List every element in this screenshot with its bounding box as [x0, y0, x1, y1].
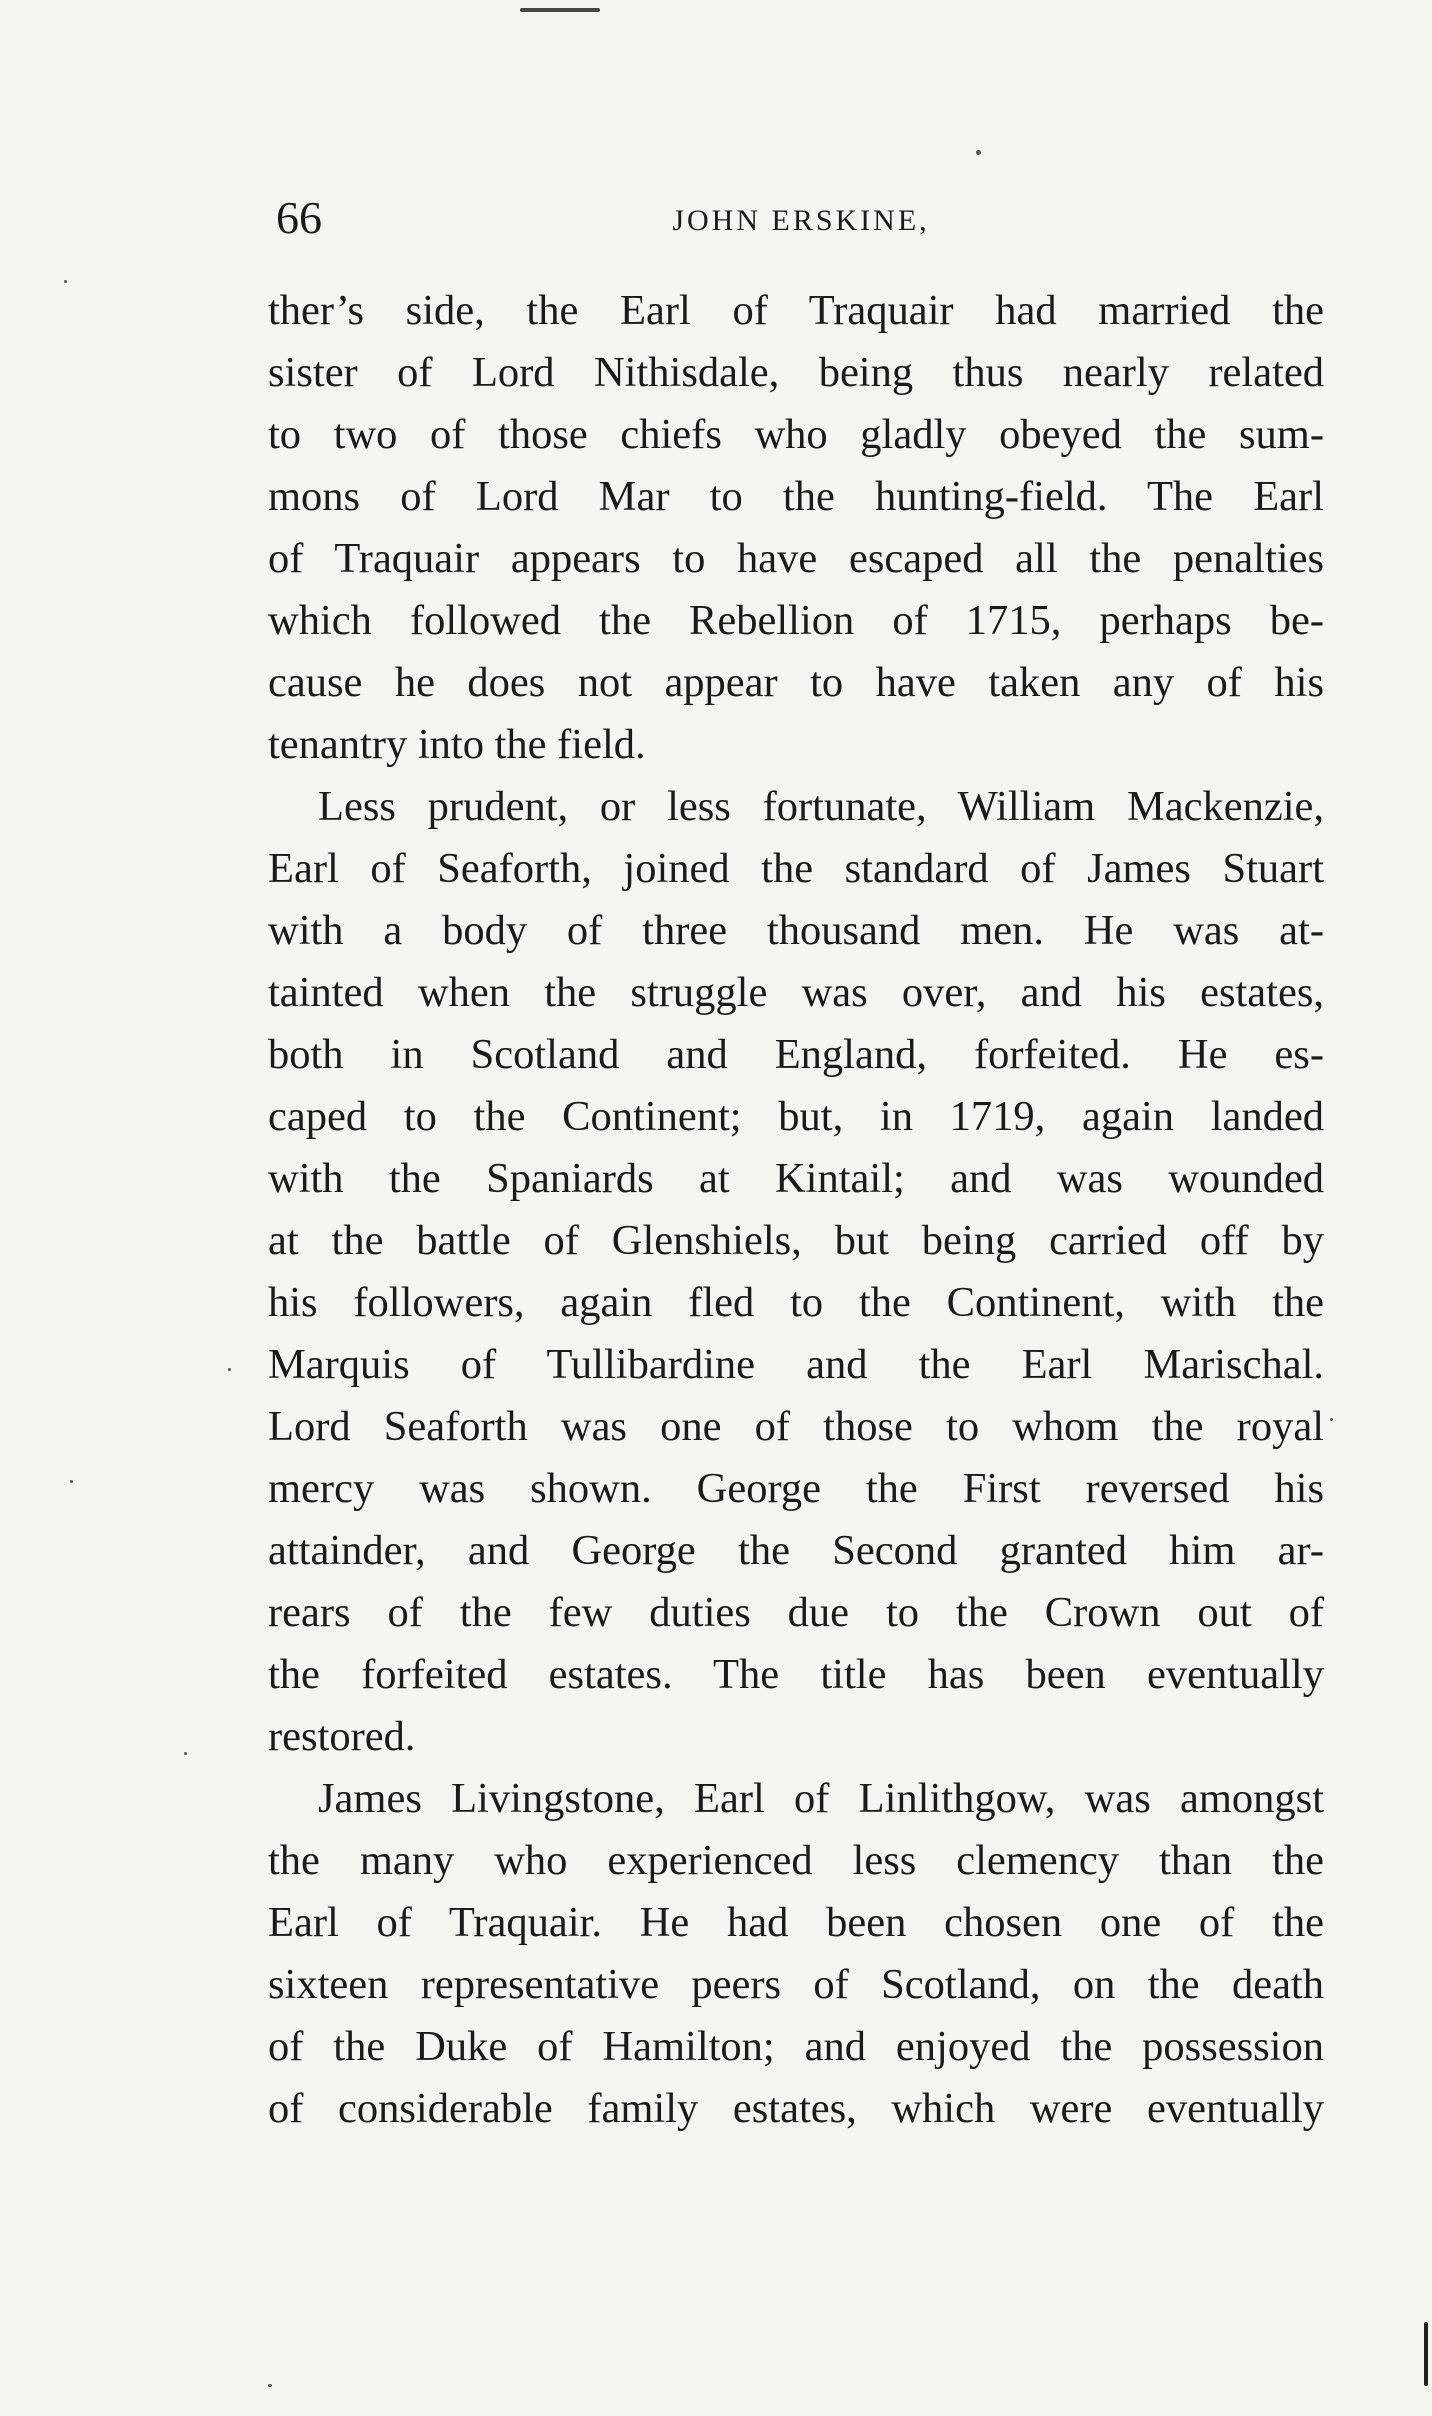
- text-line: of considerable family estates, which were eventually: [268, 2085, 1324, 2132]
- text-line: which followed the Rebellion of 1715, perhaps be-: [268, 597, 1324, 644]
- paper-speck: [1330, 1418, 1333, 1421]
- text-line: Earl of Seaforth, joined the standard of James Stuart: [268, 845, 1324, 892]
- text-line: rears of the few duties due to the Crown out of: [268, 1589, 1324, 1636]
- text-line: Earl of Traquair. He had been chosen one of the: [268, 1899, 1324, 1946]
- body-text: [268, 280, 1324, 2140]
- text-line: Less prudent, or less fortunate, William Mackenzie,: [318, 783, 1324, 830]
- text-line: sixteen representative peers of Scotland, on the death: [268, 1961, 1324, 2008]
- text-line: caped to the Continent; but, in 1719, again landed: [268, 1093, 1324, 1140]
- page-header: [276, 188, 1326, 248]
- paper-speck: [184, 1752, 187, 1755]
- text-line: attainder, and George the Second granted him ar-: [268, 1527, 1324, 1574]
- running-head: JOHN ERSKINE,: [672, 204, 930, 237]
- text-line: with the Spaniards at Kintail; and was wounded: [268, 1155, 1324, 1202]
- text-line: mons of Lord Mar to the hunting-field. The Earl: [268, 473, 1324, 520]
- text-line: to two of those chiefs who gladly obeyed the sum-: [268, 411, 1324, 458]
- text-line: sister of Lord Nithisdale, being thus nearly related: [268, 349, 1324, 396]
- text-line: ther’s side, the Earl of Traquair had married the: [268, 287, 1324, 334]
- text-line: his followers, again fled to the Continent, with the: [268, 1279, 1324, 1326]
- text-line: Lord Seaforth was one of those to whom the royal: [268, 1403, 1324, 1450]
- text-line: tainted when the struggle was over, and his estates,: [268, 969, 1324, 1016]
- paper-speck: [70, 1480, 73, 1483]
- text-line: both in Scotland and England, forfeited. He es-: [268, 1031, 1324, 1078]
- paper-speck: [268, 2384, 272, 2387]
- paper-speck: [228, 1368, 231, 1371]
- paper-speck: [64, 280, 67, 283]
- text-line: of Traquair appears to have escaped all the penalties: [268, 535, 1324, 582]
- page-edge-mark: [1424, 2322, 1428, 2386]
- text-line: James Livingstone, Earl of Linlithgow, was amongst: [318, 1775, 1324, 1822]
- text-line: with a body of three thousand men. He was at-: [268, 907, 1324, 954]
- page-number: 66: [276, 192, 322, 243]
- text-line: mercy was shown. George the First reversed his: [268, 1465, 1324, 1512]
- print-mark: [520, 8, 600, 12]
- text-line: Marquis of Tullibardine and the Earl Marischal.: [268, 1341, 1324, 1388]
- text-line: at the battle of Glenshiels, but being carried off by: [268, 1217, 1324, 1264]
- text-line: cause he does not appear to have taken any of his: [268, 659, 1324, 706]
- text-line: restored.: [268, 1713, 416, 1760]
- paper-speck: [976, 150, 981, 155]
- text-line: tenantry into the field.: [268, 721, 646, 768]
- text-line: of the Duke of Hamilton; and enjoyed the possession: [268, 2023, 1324, 2070]
- text-line: the forfeited estates. The title has been eventually: [268, 1651, 1324, 1698]
- text-line: the many who experienced less clemency than the: [268, 1837, 1324, 1884]
